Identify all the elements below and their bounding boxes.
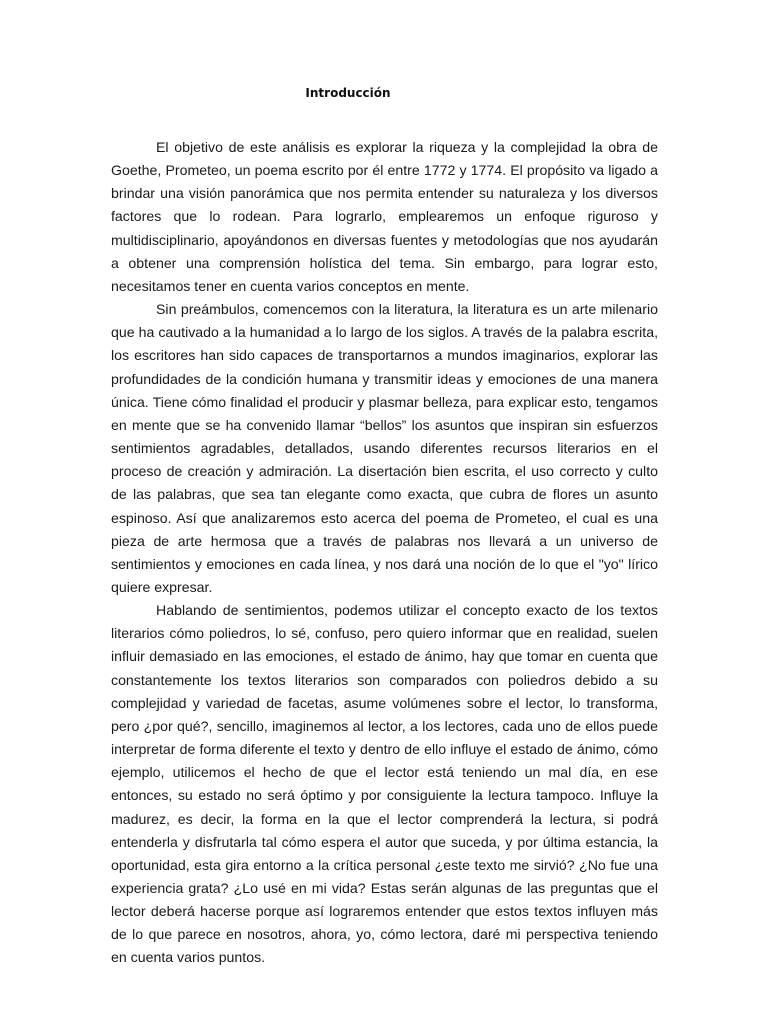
document-title: Introducción [305,86,391,100]
paragraph-1: El objetivo de este análisis es explorar la riqueza y la complejidad la obra de Goethe, Prometeo, un poema escrito por él entre 1772 y 1774. El propósito va ligado a brindar una visión panorámica que nos permita entender su naturaleza y los diversos factores que lo rodean. Para lograrlo, emplearemos un enfoque riguroso y multidisciplinario, apoyándonos en diversas fuentes y metodologías que nos ayudarán a obtener una comprensión holística del tema. Sin embargo, para lograr esto, necesitamos tener en cuenta varios conceptos en mente. [111,139,658,294]
paragraph-3: Hablando de sentimientos, podemos utilizar el concepto exacto de los textos literarios cómo poliedros, lo sé, confuso, pero quiero informar que en realidad, suelen influir demasiado en las emociones, el estado de ánimo, hay que tomar en cuenta que constantemente los textos literarios son comparados con poliedros debido a su complejidad y variedad de facetas, asume volúmenes sobre el lector, lo transforma, pero ¿por qué?, sencillo, imaginemos al lector, a los lectores, cada uno de ellos puede interpretar de forma diferente el texto y dentro de ello influye el estado de ánimo, cómo ejemplo, utilicemos el hecho de que el lector está teniendo un mal día, en ese entonces, su estado no será óptimo y por consiguiente la lectura tampoco. Influye la madurez, es decir, la forma en la que el lector comprenderá la lectura, si podrá entenderla y disfrutarla tal cómo espera el autor que suceda, y por última estancia, la oportunidad, esta gira entorno a la crítica personal ¿este texto me sirvió? ¿No fue una experiencia grata? ¿Lo usé en mi vida? Estas serán algunas de las preguntas que el lector deberá hacerse porque así lograremos entender que estos textos influyen más de lo que parece en nosotros, ahora, yo, cómo lectora, daré mi perspectiva teniendo en cuenta varios puntos. [111,602,658,966]
document-body [111,136,658,970]
paragraph-2: Sin preámbulos, comencemos con la literatura, la literatura es un arte milenario que ha cautivado a la humanidad a lo largo de los siglos. A través de la palabra escrita, los escritores han sido capaces de transportarnos a mundos imaginarios, explorar las profundidades de la condición humana y transmitir ideas y emociones de una manera única. Tiene cómo finalidad el producir y plasmar belleza, para explicar esto, tengamos en mente que se ha convenido llamar “bellos” los asuntos que inspiran sin esfuerzos sentimientos agradables, detallados, usando diferentes recursos literarios en el proceso de creación y admiración. La disertación bien escrita, el uso correcto y culto de las palabras, que sea tan elegante como exacta, que cubra de flores un asunto espinoso. Así que analizaremos esto acerca del poema de Prometeo, el cual es una pieza de arte hermosa que a través de palabras nos llevará a un universo de sentimientos y emociones en cada línea, y nos dará una noción de lo que el "yo" lírico quiere expresar. [111,301,658,595]
